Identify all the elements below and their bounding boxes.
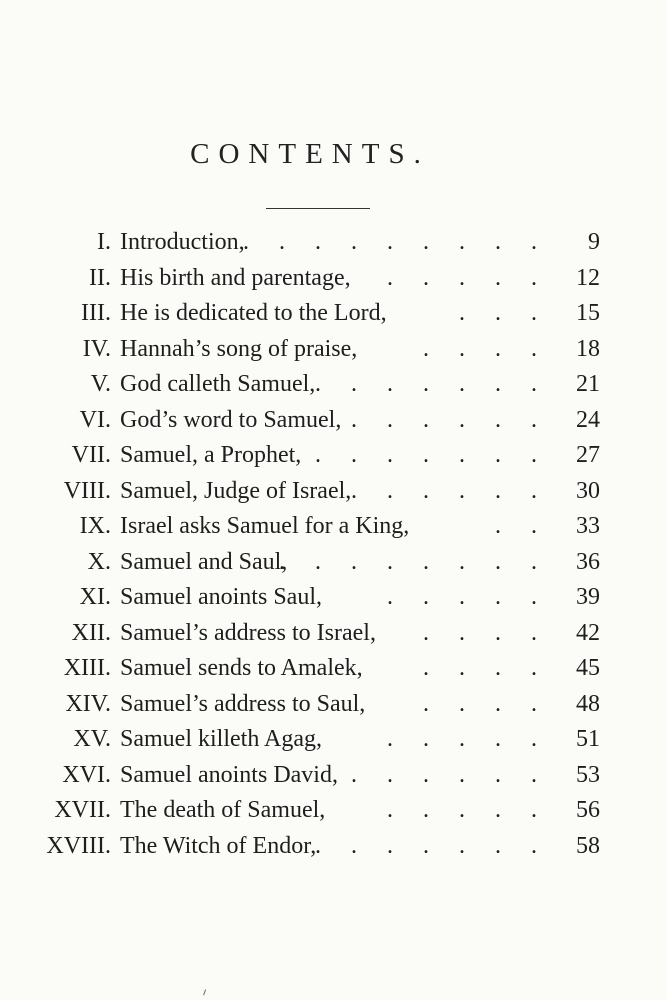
chapter-number: XIV. xyxy=(65,690,111,717)
chapter-title: The death of Samuel, xyxy=(120,797,326,823)
contents-entry xyxy=(0,651,667,687)
contents-entry xyxy=(0,793,667,829)
chapter-number: V. xyxy=(90,371,111,397)
contents-entry xyxy=(0,722,667,758)
chapter-title: God’s word to Samuel, xyxy=(120,406,342,433)
page-number: 24 xyxy=(576,406,600,433)
contents-entry xyxy=(0,616,667,652)
chapter-title: Samuel anoints Saul, xyxy=(120,584,322,610)
chapter-number: XI. xyxy=(79,584,111,610)
page-title: CONTENTS. xyxy=(190,138,430,170)
page-number: 58 xyxy=(576,832,600,859)
contents-entry xyxy=(0,332,667,368)
contents-list xyxy=(0,225,667,864)
chapter-number: XIII. xyxy=(63,655,111,681)
page-number: 45 xyxy=(576,655,600,681)
contents-entry xyxy=(0,403,667,439)
contents-entry xyxy=(0,509,667,545)
chapter-title: Samuel sends to Amalek, xyxy=(120,655,363,681)
contents-entry xyxy=(0,261,667,297)
chapter-number: X. xyxy=(87,548,111,575)
dot-leader: . . . . xyxy=(423,619,549,646)
dot-leader: . . . . . . . xyxy=(315,832,549,859)
dot-leader: . . . . . . . . . xyxy=(243,229,549,255)
page-number: 18 xyxy=(576,335,600,362)
dot-leader: . . . . xyxy=(423,655,549,681)
dot-leader: . . . . . xyxy=(387,264,549,291)
chapter-number: XVI. xyxy=(62,761,111,788)
contents-entry xyxy=(0,367,667,403)
dot-leader: . . . . . . xyxy=(351,477,549,504)
contents-entry xyxy=(0,296,667,332)
chapter-number: XV. xyxy=(73,726,111,752)
dot-leader: . . . . . xyxy=(387,584,549,610)
page-number: 36 xyxy=(576,548,600,575)
dot-leader: . . xyxy=(495,513,549,539)
chapter-title: His birth and parentage, xyxy=(120,264,351,291)
chapter-number: I. xyxy=(97,229,111,255)
chapter-title: Israel asks Samuel for a King, xyxy=(120,513,410,539)
chapter-title: Hannah’s song of praise, xyxy=(120,335,358,362)
contents-entry xyxy=(0,474,667,510)
chapter-number: IV. xyxy=(82,335,111,362)
chapter-number: XVIII. xyxy=(46,832,111,859)
page-number: 21 xyxy=(576,371,600,397)
dot-leader: . . . . . xyxy=(387,726,549,752)
chapter-title: Samuel, Judge of Israel, xyxy=(120,477,352,504)
contents-entry xyxy=(0,545,667,581)
chapter-title: God calleth Samuel, xyxy=(120,371,316,397)
page-number: 12 xyxy=(576,264,600,291)
chapter-number: VIII. xyxy=(63,477,111,504)
page-number: 15 xyxy=(576,300,600,326)
contents-entry xyxy=(0,225,667,261)
contents-entry xyxy=(0,758,667,794)
chapter-title: Samuel, a Prophet, xyxy=(120,442,302,468)
chapter-number: III. xyxy=(81,300,111,326)
title-rule xyxy=(266,208,370,209)
dot-leader: . . . . . . . xyxy=(315,442,549,468)
printer-mark xyxy=(203,989,210,996)
page-number: 51 xyxy=(576,726,600,752)
dot-leader: . . . . . xyxy=(387,797,549,823)
chapter-number: XII. xyxy=(71,619,111,646)
chapter-title: Samuel’s address to Israel, xyxy=(120,619,376,646)
page-number: 48 xyxy=(576,690,600,717)
chapter-number: IX. xyxy=(79,513,111,539)
page-number: 27 xyxy=(576,442,600,468)
chapter-title: The Witch of Endor, xyxy=(120,832,317,859)
dot-leader: . . . xyxy=(459,300,549,326)
chapter-number: II. xyxy=(89,264,111,291)
dot-leader: . . . . xyxy=(423,335,549,362)
contents-entry xyxy=(0,687,667,723)
page-number: 9 xyxy=(588,229,600,255)
contents-entry xyxy=(0,580,667,616)
chapter-title: Introduction, xyxy=(120,229,245,255)
chapter-title: Samuel killeth Agag, xyxy=(120,726,322,752)
page-number: 33 xyxy=(576,513,600,539)
page-number: 30 xyxy=(576,477,600,504)
chapter-number: VII. xyxy=(71,442,111,468)
chapter-title: He is dedicated to the Lord, xyxy=(120,300,387,326)
page-number: 53 xyxy=(576,761,600,788)
page-number: 39 xyxy=(576,584,600,610)
dot-leader: . . . . . . . . xyxy=(279,548,549,575)
dot-leader: . . . . . . xyxy=(351,761,549,788)
chapter-number: XVII. xyxy=(54,797,111,823)
page-number: 42 xyxy=(576,619,600,646)
chapter-title: Samuel anoints David, xyxy=(120,761,338,788)
contents-entry xyxy=(0,438,667,474)
page-number: 56 xyxy=(576,797,600,823)
dot-leader: . . . . xyxy=(423,690,549,717)
dot-leader: . . . . . . . xyxy=(315,371,549,397)
contents-entry xyxy=(0,829,667,865)
dot-leader: . . . . . . xyxy=(351,406,549,433)
chapter-title: Samuel and Saul, xyxy=(120,548,288,575)
chapter-number: VI. xyxy=(79,406,111,433)
chapter-title: Samuel’s address to Saul, xyxy=(120,690,366,717)
